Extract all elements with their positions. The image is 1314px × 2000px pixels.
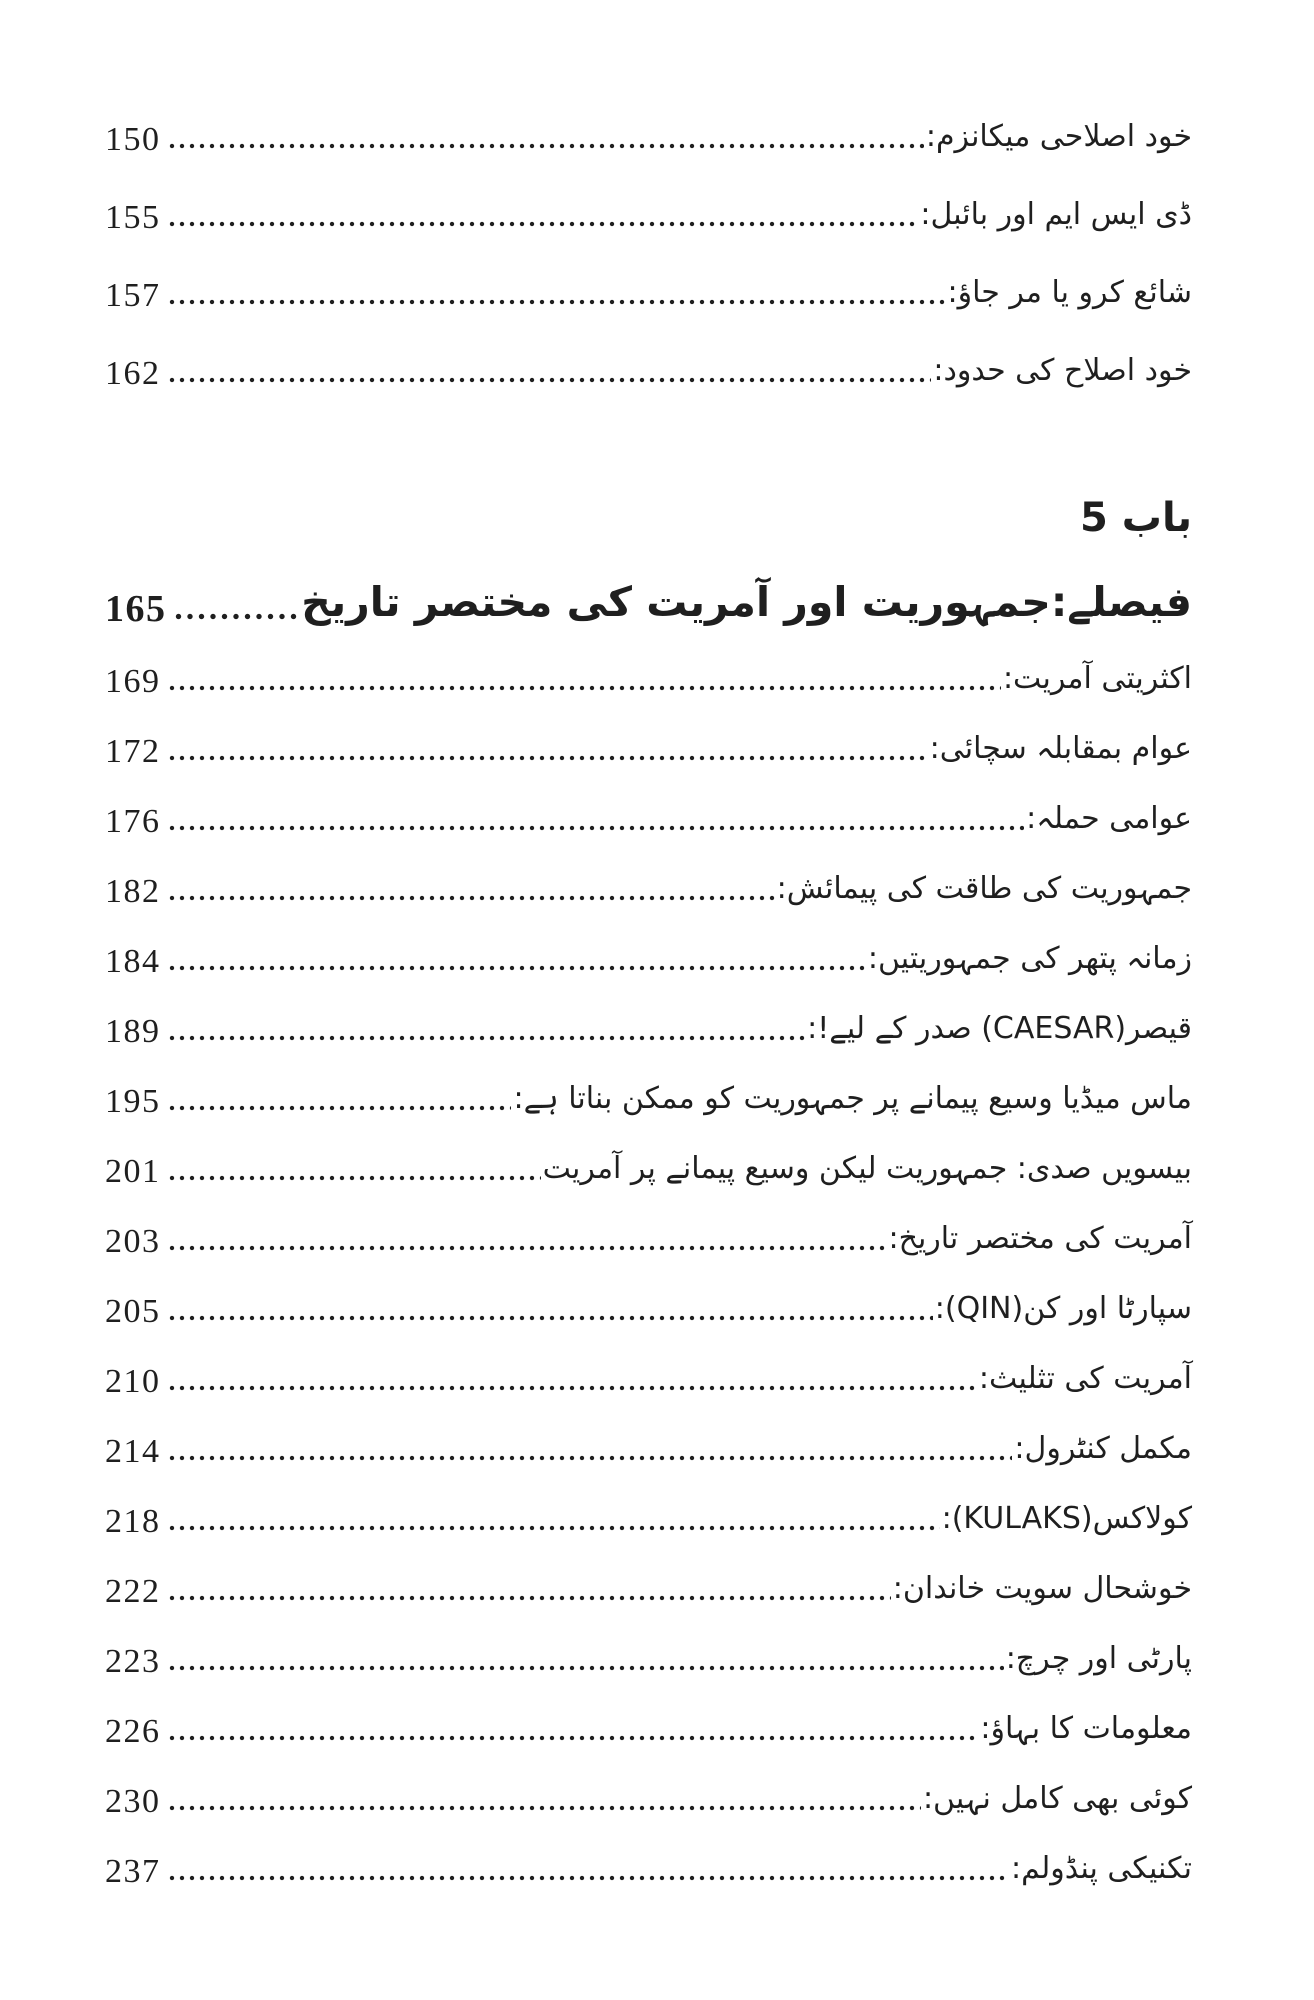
toc-entry [105,314,1192,392]
toc-entry [105,158,1192,236]
toc-entry [105,1400,1192,1470]
toc-entry-page-number: 189 [105,1013,161,1051]
toc-entry-page-number: 218 [105,1503,161,1541]
dotted-leader [169,1455,1013,1461]
toc-entry-title: ماس میڈیا وسیع پیمانے پر جمہوریت کو ممکن بناتا ہے: [513,1080,1192,1116]
dotted-leader [169,895,775,901]
toc-entry [105,1120,1192,1190]
toc-entry-page-number: 226 [105,1713,161,1751]
toc-entry-title: خوشحال سویت خاندان: [892,1570,1192,1606]
toc-entry-title: مکمل کنٹرول: [1014,1430,1192,1466]
toc-section-top [105,80,1192,392]
toc-entry-page-number: 162 [105,355,161,393]
toc-entry-page-number: 195 [105,1083,161,1121]
toc-entry [105,1050,1192,1120]
dotted-leader [169,1525,940,1531]
toc-entry [105,980,1192,1050]
dotted-leader [169,1175,541,1181]
toc-entry-page-number: 182 [105,873,161,911]
toc-entry-title: جمہوریت کی طاقت کی پیمائش: [776,870,1192,906]
toc-entry [105,630,1192,700]
toc-entry-title: ڈی ایس ایم اور بائبل: [920,196,1192,232]
toc-entry-title: اکثریتی آمریت: [1002,660,1192,696]
dotted-leader [169,755,928,761]
toc-entry-page-number: 214 [105,1433,161,1471]
toc-entry [105,236,1192,314]
toc-section-chapter [105,630,1192,1890]
toc-entry-page-number: 176 [105,803,161,841]
toc-entry-title: شائع کرو یا مر جاؤ: [947,274,1192,310]
toc-entry [105,1750,1192,1820]
toc-entry-page-number: 222 [105,1573,161,1611]
toc-entry-title: کوئی بھی کامل نہیں: [922,1780,1192,1816]
dotted-leader [169,685,1001,691]
chapter-page-number: 165 [105,588,167,631]
toc-entry-title: کولاکس(KULAKS): [941,1500,1192,1536]
toc-entry-title: خود اصلاح کی حدود: [933,352,1192,388]
chapter-title: فیصلے:جمہوریت اور آمریت کی مختصر تاریخ [301,577,1192,626]
toc-entry-title: بیسویں صدی: جمہوریت لیکن وسیع پیمانے پر آمریت [542,1150,1192,1186]
toc-entry-page-number: 203 [105,1223,161,1261]
dotted-leader [169,1245,887,1251]
dotted-leader [169,825,1025,831]
dotted-leader [169,1735,979,1741]
toc-entry-page-number: 201 [105,1153,161,1191]
dotted-leader [169,299,946,305]
dotted-leader [169,1875,1010,1881]
toc-entry-title: سپارٹا اور کن(QIN): [934,1290,1192,1326]
toc-entry [105,700,1192,770]
toc-entry [105,770,1192,840]
toc-entry [105,840,1192,910]
dotted-leader [169,1315,933,1321]
toc-entry [105,1820,1192,1890]
toc-entry-page-number: 223 [105,1643,161,1681]
toc-entry-title: خود اصلاحی میکانزم: [925,118,1192,154]
toc-entry-title: زمانہ پتھر کی جمہوریتیں: [867,940,1192,976]
toc-entry-page-number: 210 [105,1363,161,1401]
toc-entry [105,1680,1192,1750]
toc-entry-title: تکنیکی پنڈولم: [1011,1850,1192,1886]
toc-entry-title: عوامی حملہ: [1026,800,1192,836]
toc-entry-page-number: 155 [105,199,161,237]
dotted-leader [169,1035,806,1041]
dotted-leader [169,1595,891,1601]
chapter-label: باب 5 [1079,495,1192,541]
toc-entry-page-number: 237 [105,1853,161,1891]
dotted-leader [169,1665,1004,1671]
dotted-leader [169,377,932,383]
toc-entry [105,1330,1192,1400]
dotted-leader [169,965,866,971]
toc-entry [105,1540,1192,1610]
toc-entry [105,1610,1192,1680]
toc-entry-page-number: 172 [105,733,161,771]
toc-entry [105,80,1192,158]
dotted-leader [169,1105,512,1111]
toc-entry-title: پارٹی اور چرچ: [1005,1640,1192,1676]
toc-entry-page-number: 205 [105,1293,161,1331]
toc-entry [105,1470,1192,1540]
dotted-leader [169,1385,977,1391]
toc-entry-title: آمریت کی مختصر تاریخ: [888,1220,1192,1256]
toc-entry [105,1190,1192,1260]
chapter-title-entry [105,540,1192,630]
toc-entry-page-number: 157 [105,277,161,315]
dotted-leader [169,1805,921,1811]
toc-entry-page-number: 230 [105,1783,161,1821]
toc-entry-title: آمریت کی تثلیث: [978,1360,1192,1396]
toc-entry-page-number: 150 [105,121,161,159]
toc-entry [105,1260,1192,1330]
toc-entry-page-number: 169 [105,663,161,701]
dotted-leader [169,221,919,227]
toc-entry-page-number: 184 [105,943,161,981]
toc-entry-title: معلومات کا بہاؤ: [980,1710,1192,1746]
dotted-leader [175,613,300,620]
dotted-leader [169,143,924,149]
toc-entry-title: قیصر(CAESAR) صدر کے لیے!: [807,1010,1192,1046]
toc-entry [105,910,1192,980]
toc-entry-title: عوام بمقابلہ سچائی: [929,730,1192,766]
